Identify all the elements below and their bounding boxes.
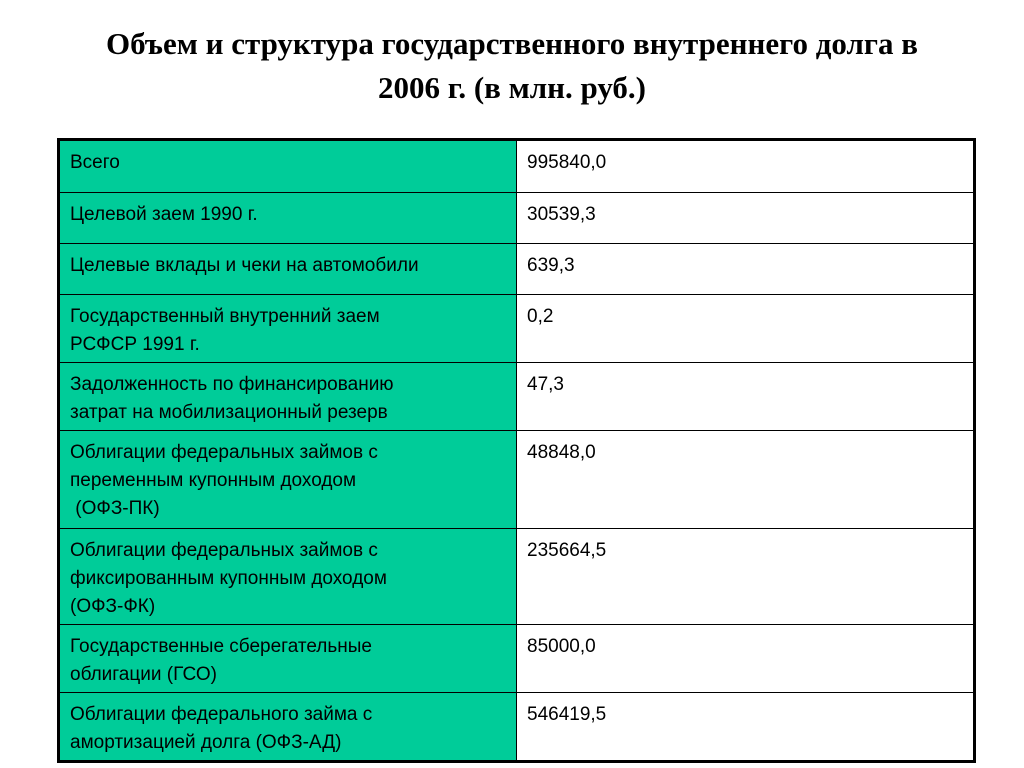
table-row [60, 693, 974, 761]
row-value: 639,3 [527, 255, 575, 276]
row-label-cell [60, 363, 517, 431]
table-row [60, 529, 974, 625]
row-value: 30539,3 [527, 204, 596, 225]
row-label-cell [60, 141, 517, 193]
row-value-cell [517, 141, 974, 193]
row-value-cell [517, 625, 974, 693]
row-value-cell [517, 529, 974, 625]
row-label: Всего [70, 152, 120, 173]
row-label-line-1: Задолженность по финансированию [70, 374, 394, 395]
row-label-line-2: затрат на мобилизационный резерв [70, 402, 388, 423]
row-value: 0,2 [527, 306, 554, 327]
row-label: Целевые вклады и чеки на автомобили [70, 255, 419, 276]
page-title [40, 22, 984, 110]
row-label-line-2: РСФСР 1991 г. [70, 334, 200, 355]
row-label-cell [60, 295, 517, 363]
row-value: 546419,5 [527, 704, 607, 725]
row-value-cell [517, 193, 974, 244]
row-label-cell [60, 693, 517, 761]
table-row [60, 193, 974, 244]
table-row [60, 141, 974, 193]
table-row [60, 244, 974, 295]
row-label-line-1: Облигации федерального займа с [70, 704, 373, 725]
row-label-cell [60, 193, 517, 244]
row-label-line-1: Государственный внутренний заем [70, 306, 380, 327]
row-label-line-2: фиксированным купонным доходом [70, 568, 387, 589]
row-value-cell [517, 363, 974, 431]
row-label-line-1: Облигации федеральных займов с [70, 442, 378, 463]
row-value: 48848,0 [527, 442, 596, 463]
row-label-line-2: облигации (ГСО) [70, 664, 217, 685]
row-label-cell [60, 625, 517, 693]
row-label-line-3: (ОФЗ-ФК) [70, 596, 156, 617]
row-label-cell [60, 431, 517, 529]
row-value-cell [517, 244, 974, 295]
row-value-cell [517, 431, 974, 529]
row-value-cell [517, 693, 974, 761]
row-label-line-2: амортизацией долга (ОФЗ-АД) [70, 732, 342, 753]
row-label-cell [60, 244, 517, 295]
row-label-cell [60, 529, 517, 625]
row-value-cell [517, 295, 974, 363]
table-row [60, 625, 974, 693]
page-title-line-1: Объем и структура государственного внутреннего долга в [106, 26, 918, 61]
row-value: 47,3 [527, 374, 564, 395]
row-label-line-1: Государственные сберегательные [70, 636, 372, 657]
debt-structure-table [59, 140, 974, 761]
row-label-line-3: (ОФЗ-ПК) [70, 498, 160, 519]
row-label: Целевой заем 1990 г. [70, 204, 258, 225]
table-row [60, 295, 974, 363]
page-title-line-2: 2006 г. (в млн. руб.) [377, 70, 646, 105]
row-value: 85000,0 [527, 636, 596, 657]
row-value: 235664,5 [527, 540, 607, 561]
row-value: 995840,0 [527, 152, 607, 173]
row-label-line-2: переменным купонным доходом [70, 470, 357, 491]
table-row [60, 363, 974, 431]
row-label-line-1: Облигации федеральных займов с [70, 540, 378, 561]
table-row [60, 431, 974, 529]
